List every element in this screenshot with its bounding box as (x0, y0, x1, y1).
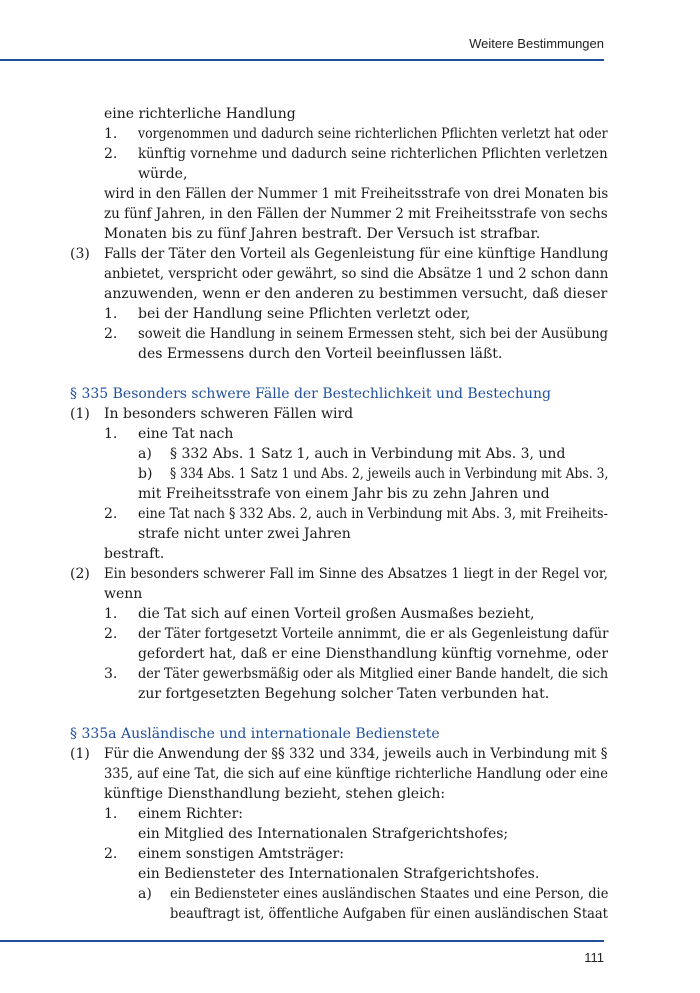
header-rule (0, 59, 604, 61)
list-item (70, 324, 608, 344)
paragraph-text: künftige Diensthandlung bezieht, stehen gleich: (104, 786, 446, 802)
running-header: Weitere Bestimmungen (469, 36, 604, 51)
text-line (70, 764, 608, 784)
paragraph-text: Falls der Täter den Vorteil als Gegenleistung für eine künftige Handlung (104, 246, 609, 262)
text-line (70, 184, 608, 204)
item-text: eine Tat nach (138, 426, 234, 442)
item-text: gefordert hat, daß er eine Diensthandlung künftig vornehme, oder (138, 646, 609, 662)
sub-item-label: b) (138, 466, 153, 482)
text-line (70, 784, 608, 804)
text-line (70, 164, 608, 184)
item-text: die Tat sich auf einen Vorteil großen Ausmaßes bezieht, (138, 606, 535, 622)
item-text: der Täter fortgesetzt Vorteile annimmt, die er als Gegenleistung dafür (138, 626, 609, 642)
paragraph-label: (1) (70, 746, 90, 762)
paragraph-text: 335, auf eine Tat, die sich auf eine künftige richterliche Handlung oder eine (104, 766, 608, 782)
item-text: zur fortgesetzten Begehung solcher Taten verbunden hat. (138, 686, 550, 702)
page-body (70, 104, 608, 924)
sub-item (70, 464, 608, 484)
list-item (70, 804, 608, 824)
item-label: 2. (104, 326, 118, 342)
closing-text: zu fünf Jahren, in den Fällen der Nummer 2 mit Freiheitsstrafe von sechs (104, 206, 608, 222)
item-text: einem Richter: (138, 806, 243, 822)
sub-item-label: a) (138, 886, 152, 902)
text-line (70, 264, 608, 284)
item-text: mit Freiheitsstrafe von einem Jahr bis zu zehn Jahren und (138, 486, 550, 502)
item-text: künftig vornehme und dadurch seine richterlichen Pflichten verletzen (138, 146, 608, 162)
item-label: 1. (104, 426, 118, 442)
text-line (70, 644, 608, 664)
item-text: bei der Handlung seine Pflichten verletzt oder, (138, 306, 471, 322)
paragraph-line (70, 404, 608, 424)
footer-rule (0, 940, 604, 942)
text-line (70, 484, 608, 504)
paragraph-text: anbietet, verspricht oder gewährt, so sind die Absätze 1 und 2 schon dann (104, 266, 609, 282)
paragraph-line (70, 244, 608, 264)
closing-text: Monaten bis zu fünf Jahren bestraft. Der Versuch ist strafbar. (104, 226, 541, 242)
paragraph-line (70, 564, 608, 584)
paragraph-label: (2) (70, 566, 90, 582)
item-label: 2. (104, 626, 118, 642)
sub-item-text: § 332 Abs. 1 Satz 1, auch in Verbindung mit Abs. 3, und (170, 446, 566, 462)
text-line (70, 824, 608, 844)
section-heading-335a: § 335a Ausländische und internationale Bedienstete (70, 726, 440, 742)
sub-item-text: § 334 Abs. 1 Satz 1 und Abs. 2, jeweils auch in Verbindung mit Abs. 3, (170, 466, 609, 482)
item-label: 1. (104, 126, 118, 142)
item-text: soweit die Handlung in seinem Ermessen steht, sich bei der Ausübung (138, 326, 609, 342)
text-line (70, 104, 608, 124)
text-line (70, 864, 608, 884)
text-line (70, 684, 608, 704)
item-text: strafe nicht unter zwei Jahren (138, 526, 351, 542)
paragraph-line (70, 744, 608, 764)
paragraph-label: (1) (70, 406, 90, 422)
list-item (70, 844, 608, 864)
list-item (70, 624, 608, 644)
list-item (70, 664, 608, 684)
item-text: vorgenommen und dadurch seine richterlichen Pflichten verletzt hat oder (138, 126, 608, 142)
text-line (70, 204, 608, 224)
page-number: 111 (584, 950, 604, 965)
closing-text: bestraft. (104, 546, 165, 562)
item-text: ein Bediensteter des Internationalen Strafgerichtshofes. (138, 866, 540, 882)
text-line (70, 284, 608, 304)
sub-item-text: beauftragt ist, öffentliche Aufgaben für einen ausländischen Staat (170, 906, 608, 922)
item-label: 2. (104, 846, 118, 862)
paragraph-text: anzuwenden, wenn er den anderen zu bestimmen versucht, daß dieser (104, 286, 608, 302)
list-item (70, 424, 608, 444)
text-line (70, 904, 608, 924)
text-line (70, 584, 608, 604)
item-text: des Ermessens durch den Vorteil beeinflussen läßt. (138, 346, 503, 362)
paragraph-text: Für die Anwendung der §§ 332 und 334, jeweils auch in Verbindung mit § (104, 746, 608, 762)
item-label: 2. (104, 506, 118, 522)
sub-item-text: ein Bediensteter eines ausländischen Staates und eine Person, die (170, 886, 609, 902)
text-line (70, 224, 608, 244)
paragraph-text: Ein besonders schwerer Fall im Sinne des Absatzes 1 liegt in der Regel vor, (104, 566, 608, 582)
item-label: 1. (104, 806, 118, 822)
list-item (70, 604, 608, 624)
intro-text: eine richterliche Handlung (104, 106, 296, 122)
item-text: einem sonstigen Amtsträger: (138, 846, 344, 862)
text-line (70, 344, 608, 364)
list-item (70, 124, 608, 144)
section-heading-335: § 335 Besonders schwere Fälle der Bestechlichkeit und Bestechung (70, 386, 551, 402)
sub-item-label: a) (138, 446, 152, 462)
list-item (70, 304, 608, 324)
item-label: 2. (104, 146, 118, 162)
list-item (70, 144, 608, 164)
closing-text: wird in den Fällen der Nummer 1 mit Freiheitsstrafe von drei Monaten bis (104, 186, 609, 202)
item-label: 3. (104, 666, 118, 682)
item-label: 1. (104, 606, 118, 622)
paragraph-text: In besonders schweren Fällen wird (104, 406, 354, 422)
text-line (70, 524, 608, 544)
item-text: ein Mitglied des Internationalen Strafgerichtshofes; (138, 826, 509, 842)
list-item (70, 504, 608, 524)
item-text: würde, (138, 166, 188, 182)
paragraph-text: wenn (104, 586, 143, 602)
sub-item (70, 884, 608, 904)
item-label: 1. (104, 306, 118, 322)
paragraph-label: (3) (70, 246, 90, 262)
text-line (70, 544, 608, 564)
item-text: eine Tat nach § 332 Abs. 2, auch in Verbindung mit Abs. 3, mit Freiheits- (138, 506, 608, 522)
sub-item (70, 444, 608, 464)
item-text: der Täter gewerbsmäßig oder als Mitglied einer Bande handelt, die sich (138, 666, 609, 682)
